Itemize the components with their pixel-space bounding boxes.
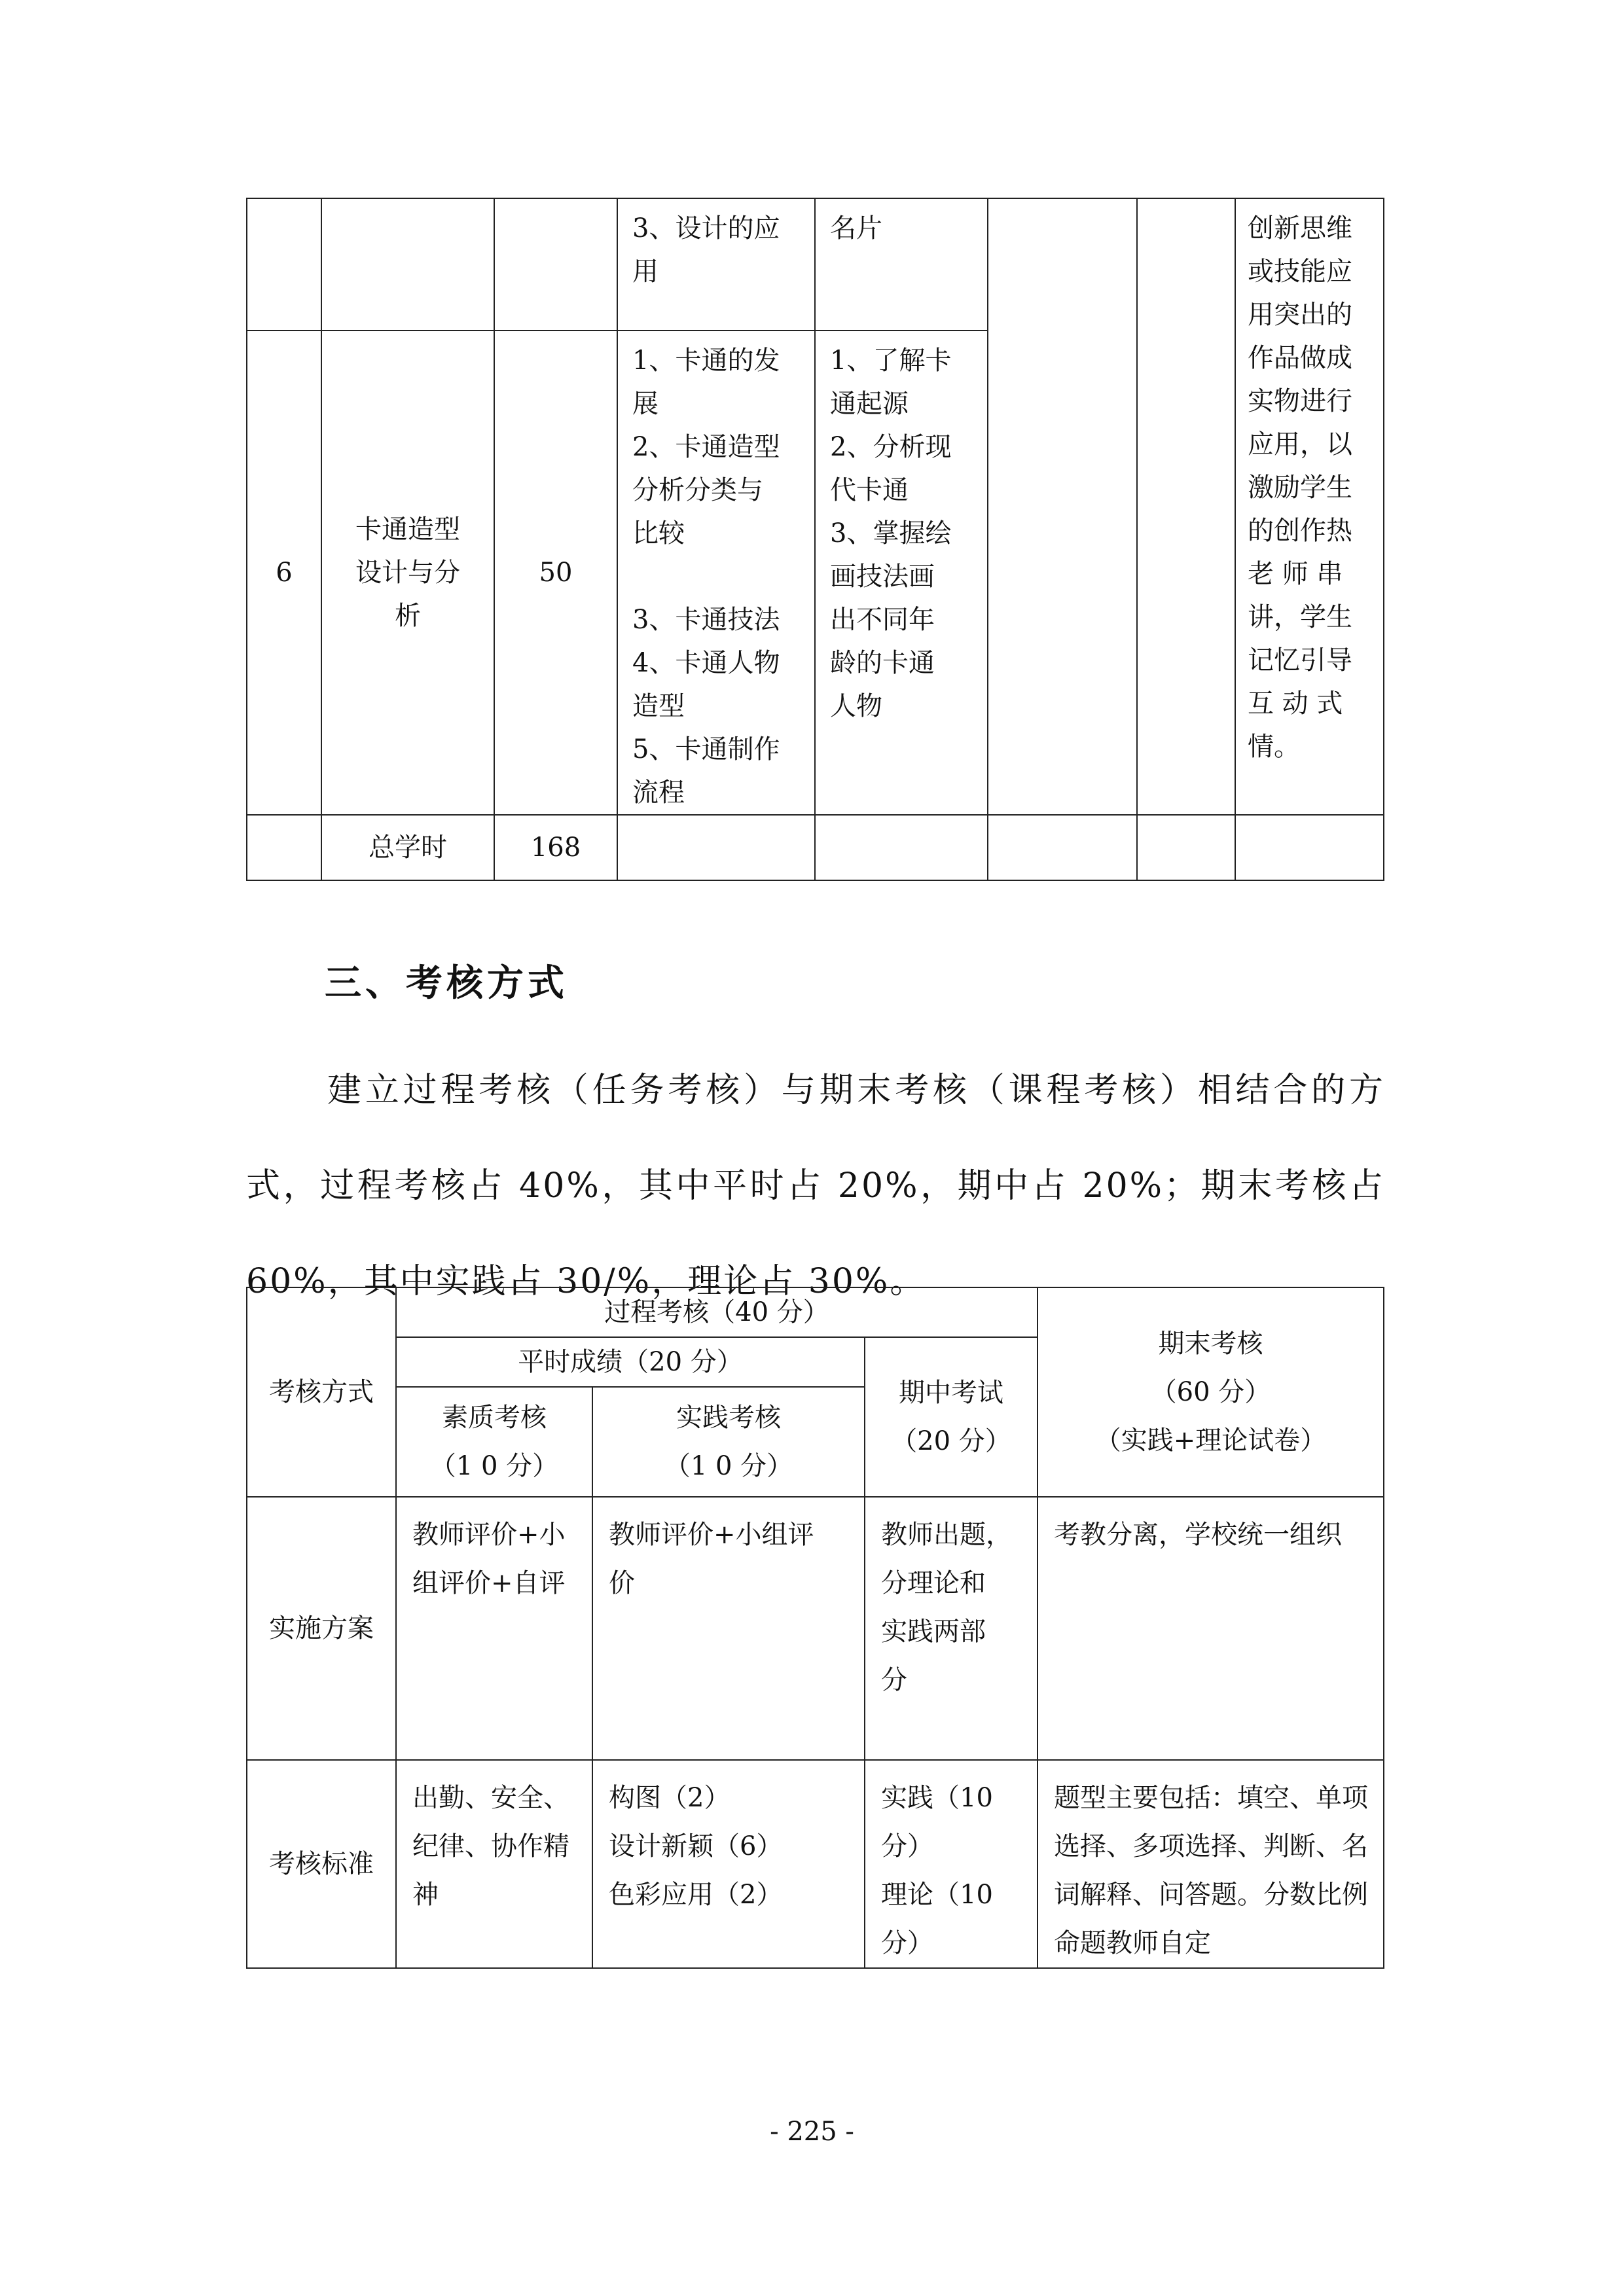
cell-empty [247,815,321,880]
cell-empty [1137,815,1235,880]
quality-header: 素质考核 （1 0 分） [396,1387,592,1497]
cell-empty [1137,198,1235,815]
standard-quality: 出勤、安全、 纪律、协作精 神 [396,1760,592,1968]
cell-empty [1235,815,1384,880]
cell-empty [617,815,815,880]
total-hours: 168 [494,815,617,880]
impl-final: 考教分离，学校统一组织 [1038,1497,1384,1760]
impl-midterm: 教师出题， 分理论和 实践两部 分 [865,1497,1038,1760]
process-header: 过程考核（40 分） [396,1287,1038,1337]
standard-midterm: 实践（10 分） 理论（10 分） [865,1760,1038,1968]
impl-practice: 教师评价+小组评 价 [592,1497,865,1760]
goal-cell: 1、了解卡 通起源 2、分析现 代卡通 3、掌握绘 画技法画 出不同年 龄的卡通 人物 [815,331,988,815]
total-label: 总学时 [321,815,494,880]
method-header: 考核方式 [247,1287,396,1497]
row-number: 6 [247,331,321,815]
cell-empty [247,198,321,331]
impl-quality: 教师评价+小 组评价+自评 [396,1497,592,1760]
content-cell: 3、设计的应 用 [617,198,815,331]
standard-label: 考核标准 [247,1760,396,1968]
assessment-table [246,1287,1384,1969]
course-content-table [246,198,1384,881]
cell-empty [815,815,988,880]
method-cell: 创新思维 或技能应 用突出的 作品做成 实物进行 应用，以 激励学生 的创作热 老 师 串 讲，学生 记忆引导 互 动 式 情。 [1235,198,1384,815]
cell-empty [988,198,1137,815]
cell-empty [321,198,494,331]
midterm-header: 期中考试 （20 分） [865,1337,1038,1497]
module-name: 卡通造型 设计与分 析 [321,331,494,815]
standard-final: 题型主要包括：填空、单项选择、多项选择、判断、名词解释、问答题。分数比例命题教师自定 [1038,1760,1384,1968]
section-heading: 三、考核方式 [325,962,568,1005]
final-header: 期末考核 （60 分） （实践+理论试卷） [1038,1287,1384,1497]
standard-practice: 构图（2） 设计新颖（6） 色彩应用（2） [592,1760,865,1968]
module-hours: 50 [494,331,617,815]
regular-header: 平时成绩（20 分） [396,1337,865,1387]
impl-label: 实施方案 [247,1497,396,1760]
cell-empty [988,815,1137,880]
practice-header: 实践考核 （1 0 分） [592,1387,865,1497]
goal-cell: 名片 [815,198,988,331]
page-number: - 225 - [770,2117,854,2147]
content-cell: 1、卡通的发 展 2、卡通造型 分析分类与 比较 3、卡通技法 4、卡通人物 造型 5、卡通制作 流程 [617,331,815,815]
section-paragraph: 建立过程考核（任务考核）与期末考核（课程考核）相结合的方式，过程考核占 40%，其中平时占 20%，期中占 20%；期末考核占 60%，其中实践占 30/%，理论占 30%。 [246,1071,1385,1301]
cell-empty [494,198,617,331]
